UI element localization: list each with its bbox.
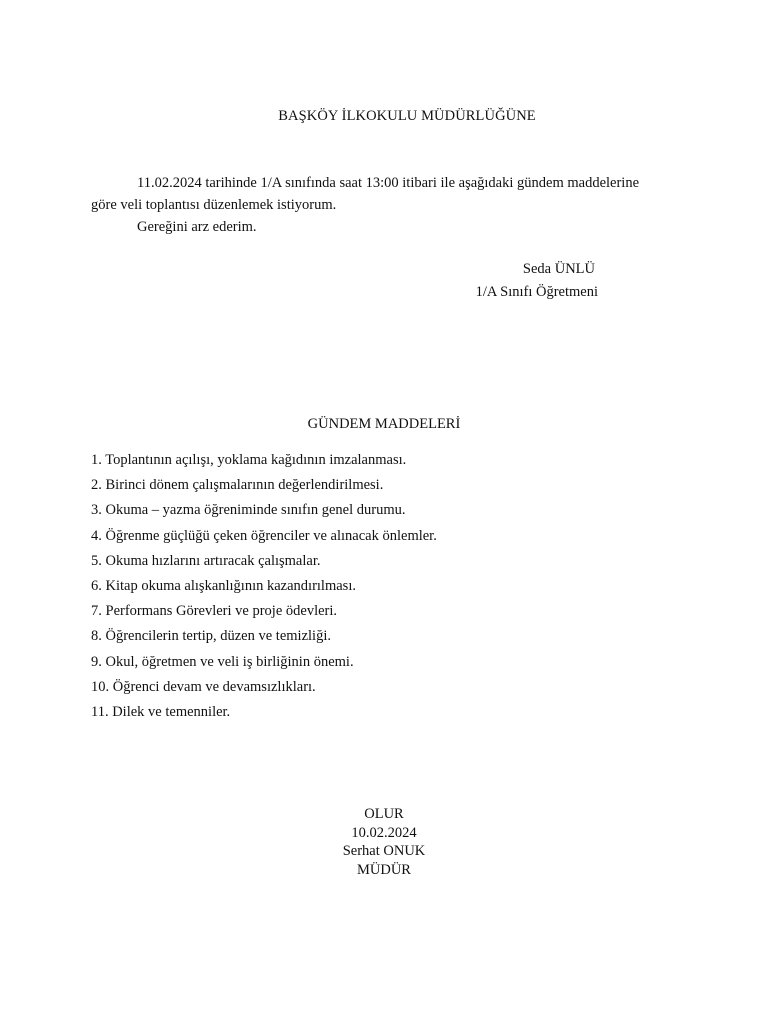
agenda-item: 4. Öğrenme güçlüğü çeken öğrenciler ve alınacak önlemler. bbox=[91, 527, 437, 544]
agenda-item: 1. Toplantının açılışı, yoklama kağıdının imzalanması. bbox=[91, 452, 407, 468]
teacher-name: Seda ÜNLÜ bbox=[522, 261, 595, 277]
agenda-item: 9. Okul, öğretmen ve veli iş birliğinin önemi. bbox=[91, 653, 354, 670]
document-title: BAŞKÖY İLKOKULU MÜDÜRLÜĞÜNE bbox=[278, 108, 536, 124]
agenda-item: 6. Kitap okuma alışkanlığının kazandırılması. bbox=[91, 577, 356, 594]
approval-date: 10.02.2024 bbox=[351, 824, 417, 841]
approval-label: OLUR bbox=[364, 806, 404, 822]
agenda-item: 10. Öğrenci devam ve devamsızlıkları. bbox=[91, 678, 316, 695]
closing-paragraph: Gereğini arz ederim. bbox=[137, 219, 257, 235]
teacher-title: 1/A Sınıfı Öğretmeni bbox=[475, 284, 598, 300]
agenda-list bbox=[91, 449, 437, 726]
agenda-item: 8. Öğrencilerin tertip, düzen ve temizliği. bbox=[91, 628, 331, 645]
agenda-title: GÜNDEM MADDELERİ bbox=[307, 416, 461, 432]
principal-title: MÜDÜR bbox=[357, 861, 411, 878]
request-paragraph-line-1: 11.02.2024 tarihinde 1/A sınıfında saat 13:00 itibari ile aşağıdaki gündem maddelerine bbox=[137, 175, 640, 191]
approval-block bbox=[0, 805, 768, 879]
agenda-item: 3. Okuma – yazma öğreniminde sınıfın genel durumu. bbox=[91, 502, 406, 519]
agenda-item: 2. Birinci dönem çalışmalarının değerlendirilmesi. bbox=[91, 477, 384, 494]
agenda-item: 11. Dilek ve temenniler. bbox=[91, 703, 231, 720]
agenda-item: 5. Okuma hızlarını artıracak çalışmalar. bbox=[91, 552, 321, 569]
agenda-item: 7. Performans Görevleri ve proje ödevleri. bbox=[91, 603, 338, 620]
request-paragraph bbox=[91, 172, 691, 216]
request-paragraph-line-2: göre veli toplantısı düzenlemek istiyorum. bbox=[91, 197, 337, 213]
principal-name: Serhat ONUK bbox=[342, 843, 426, 859]
